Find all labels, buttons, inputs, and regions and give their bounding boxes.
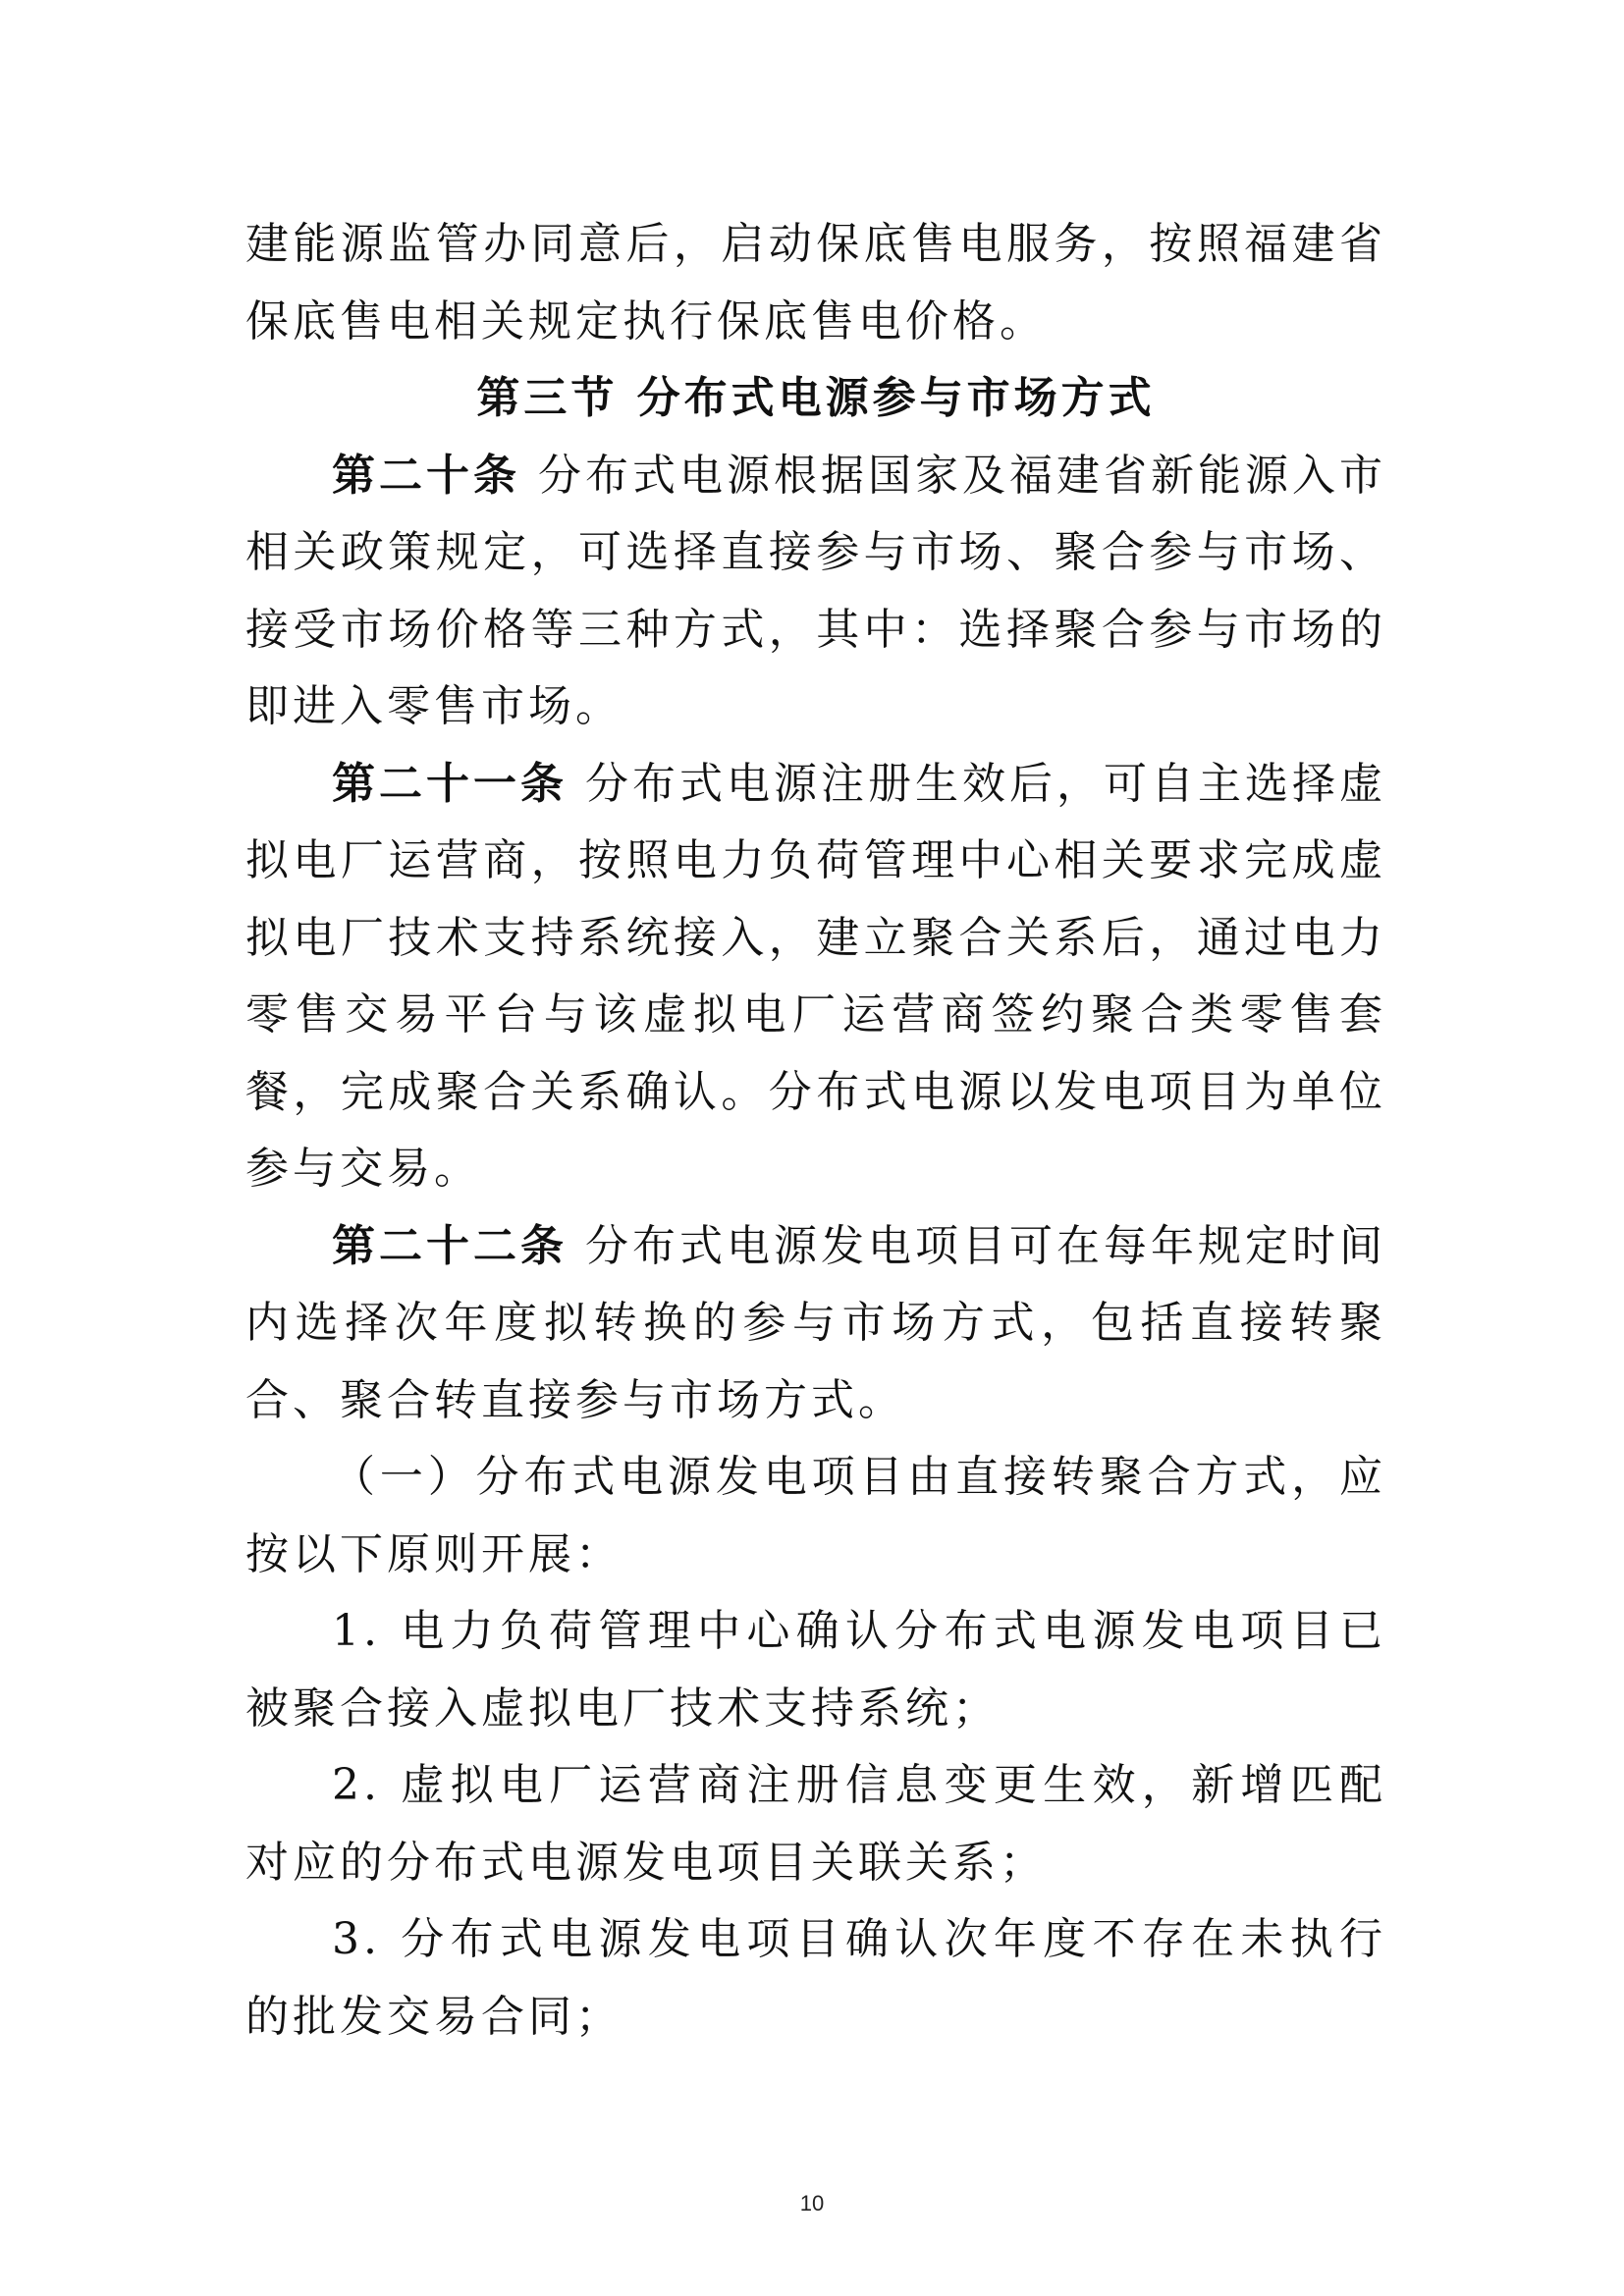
document-body [245, 206, 1386, 2056]
article-number: 第二十二条 [332, 1220, 568, 1271]
list-item-text: 3. 分布式电源发电项目确认次年度不存在未执行的批发交易合同； [245, 1914, 1386, 2042]
list-item-3 [245, 1901, 1386, 2056]
list-item-1 [245, 1593, 1386, 1747]
section-title-text: 第三节 分布式电源参与市场方式 [476, 373, 1156, 423]
article-22 [245, 1208, 1386, 1440]
list-item-text: 2. 虚拟电厂运营商注册信息变更生效，新增匹配对应的分布式电源发电项目关联关系； [245, 1760, 1386, 1888]
paragraph-text: 建能源监管办同意后，启动保底售电服务，按照福建省保底售电相关规定执行保底售电价格。 [245, 219, 1386, 347]
article-number: 第二十一条 [332, 758, 568, 809]
article-21 [245, 746, 1386, 1208]
clause-text: （一）分布式电源发电项目由直接转聚合方式，应按以下原则开展： [245, 1452, 1386, 1579]
paragraph-continuation [245, 206, 1386, 360]
article-text: 分布式电源根据国家及福建省新能源入市相关政策规定，可选择直接参与市场、聚合参与市场、接受市场价格等三种方式，其中：选择聚合参与市场的即进入零售市场。 [245, 450, 1386, 731]
list-item-text: 1. 电力负荷管理中心确认分布式电源发电项目已被聚合接入虚拟电厂技术支持系统； [245, 1606, 1386, 1734]
list-item-2 [245, 1747, 1386, 1901]
article-text: 分布式电源发电项目可在每年规定时间内选择次年度拟转换的参与市场方式，包括直接转聚合、聚合转直接参与市场方式。 [245, 1220, 1386, 1425]
section-title [245, 360, 1386, 438]
article-20 [245, 438, 1386, 746]
page-number: 10 [799, 2191, 825, 2216]
article-text: 分布式电源注册生效后，可自主选择虚拟电厂运营商，按照电力负荷管理中心相关要求完成虚拟电厂技术支持系统接入，建立聚合关系后，通过电力零售交易平台与该虚拟电厂运营商签约聚合类零售套餐，完成聚合关系确认。分布式电源以发电项目为单位参与交易。 [245, 758, 1386, 1194]
article-number: 第二十条 [332, 450, 520, 501]
clause-1 [245, 1439, 1386, 1593]
